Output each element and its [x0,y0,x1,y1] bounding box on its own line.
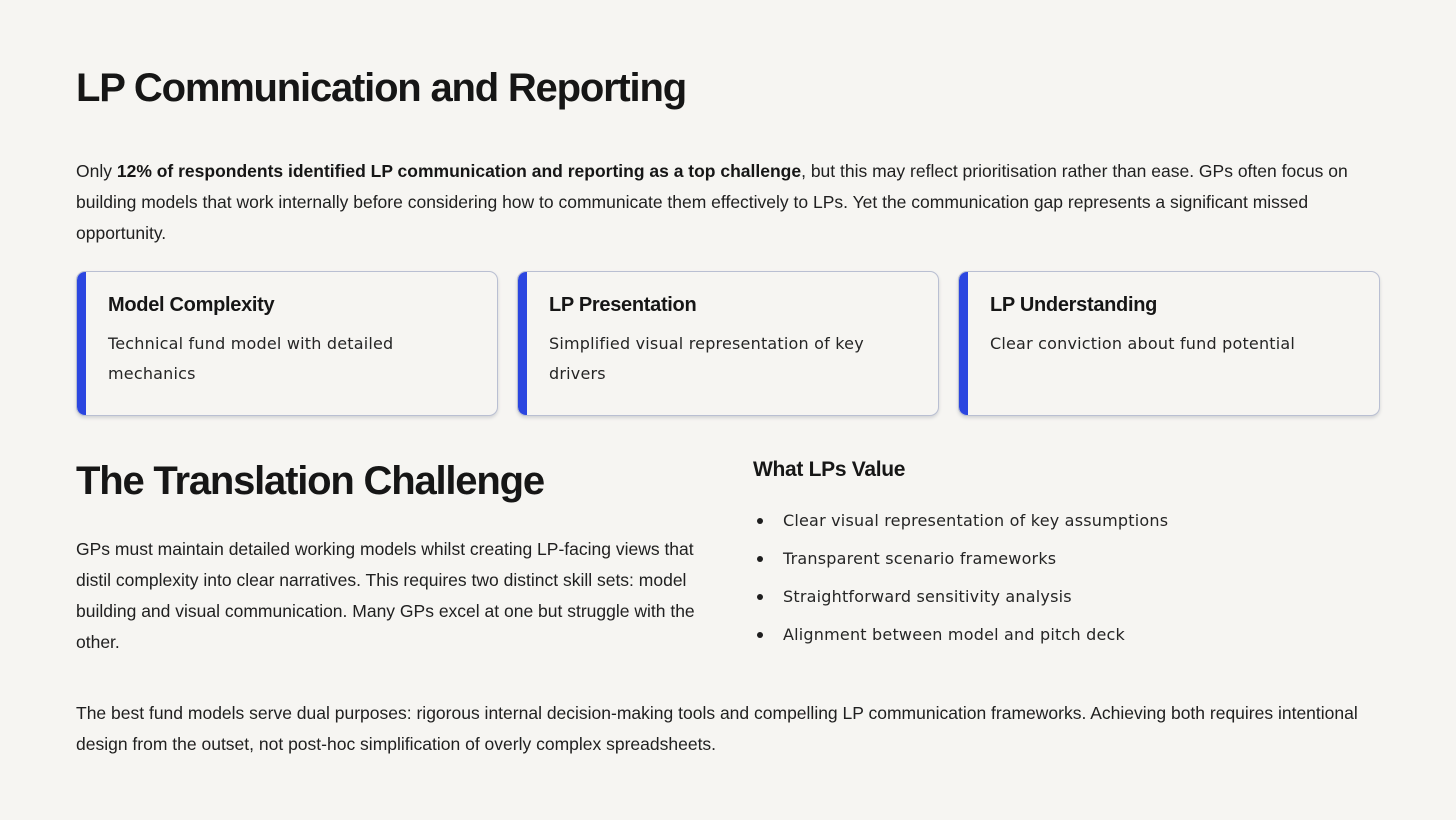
page-title: LP Communication and Reporting [76,66,686,110]
intro-paragraph [76,156,1380,249]
card-description: Simplified visual representation of key drivers [549,334,864,383]
intro-text-prefix: Only [76,161,117,181]
what-lps-value-section [753,457,1380,659]
bullet-icon [757,632,763,638]
list-item-text: Clear visual representation of key assumptions [783,511,1169,530]
bullet-icon [757,556,763,562]
list-item [753,583,1380,611]
card-title: LP Understanding [990,294,1158,316]
list-item [753,507,1380,535]
list-item-text: Alignment between model and pitch deck [783,625,1125,644]
card-accent-bar [959,271,968,416]
translation-challenge-section [76,457,716,659]
card-description: Technical fund model with detailed mechanics [108,334,394,383]
bullet-icon [757,594,763,600]
card-title: LP Presentation [549,294,697,316]
list-item [753,545,1380,573]
card-description: Clear conviction about fund potential [990,334,1296,353]
closing-paragraph: The best fund models serve dual purposes: rigorous internal decision-making tools and compelling LP communication frameworks. Achieving both requires intentional design from the outset, not post-hoc simplification of overly complex spreadsheets. [76,703,1358,754]
intro-text-suffix: , but this may reflect prioritisation rather than ease. GPs often focus on building models that work internally before considering how to communicate them effectively to LPs. Yet the communication gap represents a significant missed opportunity. [76,161,1348,243]
list-item-text: Transparent scenario frameworks [783,549,1057,568]
section-heading: The Translation Challenge [76,459,544,503]
card-lp-presentation [517,271,939,416]
list-item [753,621,1380,649]
two-column-section [76,457,1380,659]
lp-value-list [753,507,1380,649]
card-lp-understanding [958,271,1380,416]
intro-text-bold: 12% of respondents identified LP communication and reporting as a top challenge [116,161,802,181]
list-heading: What LPs Value [753,458,906,481]
list-item-text: Straightforward sensitivity analysis [783,587,1072,606]
card-title: Model Complexity [108,294,275,316]
section-paragraph: GPs must maintain detailed working models whilst creating LP-facing views that distil complexity into clear narratives. This requires two distinct skill sets: model building and visual communication. Many GPs excel at one but struggle with the other. [76,539,695,652]
card-accent-bar [518,271,527,416]
card-accent-bar [77,271,86,416]
highlight-cards-row [76,271,1380,416]
bullet-icon [757,518,763,524]
card-model-complexity [76,271,498,416]
